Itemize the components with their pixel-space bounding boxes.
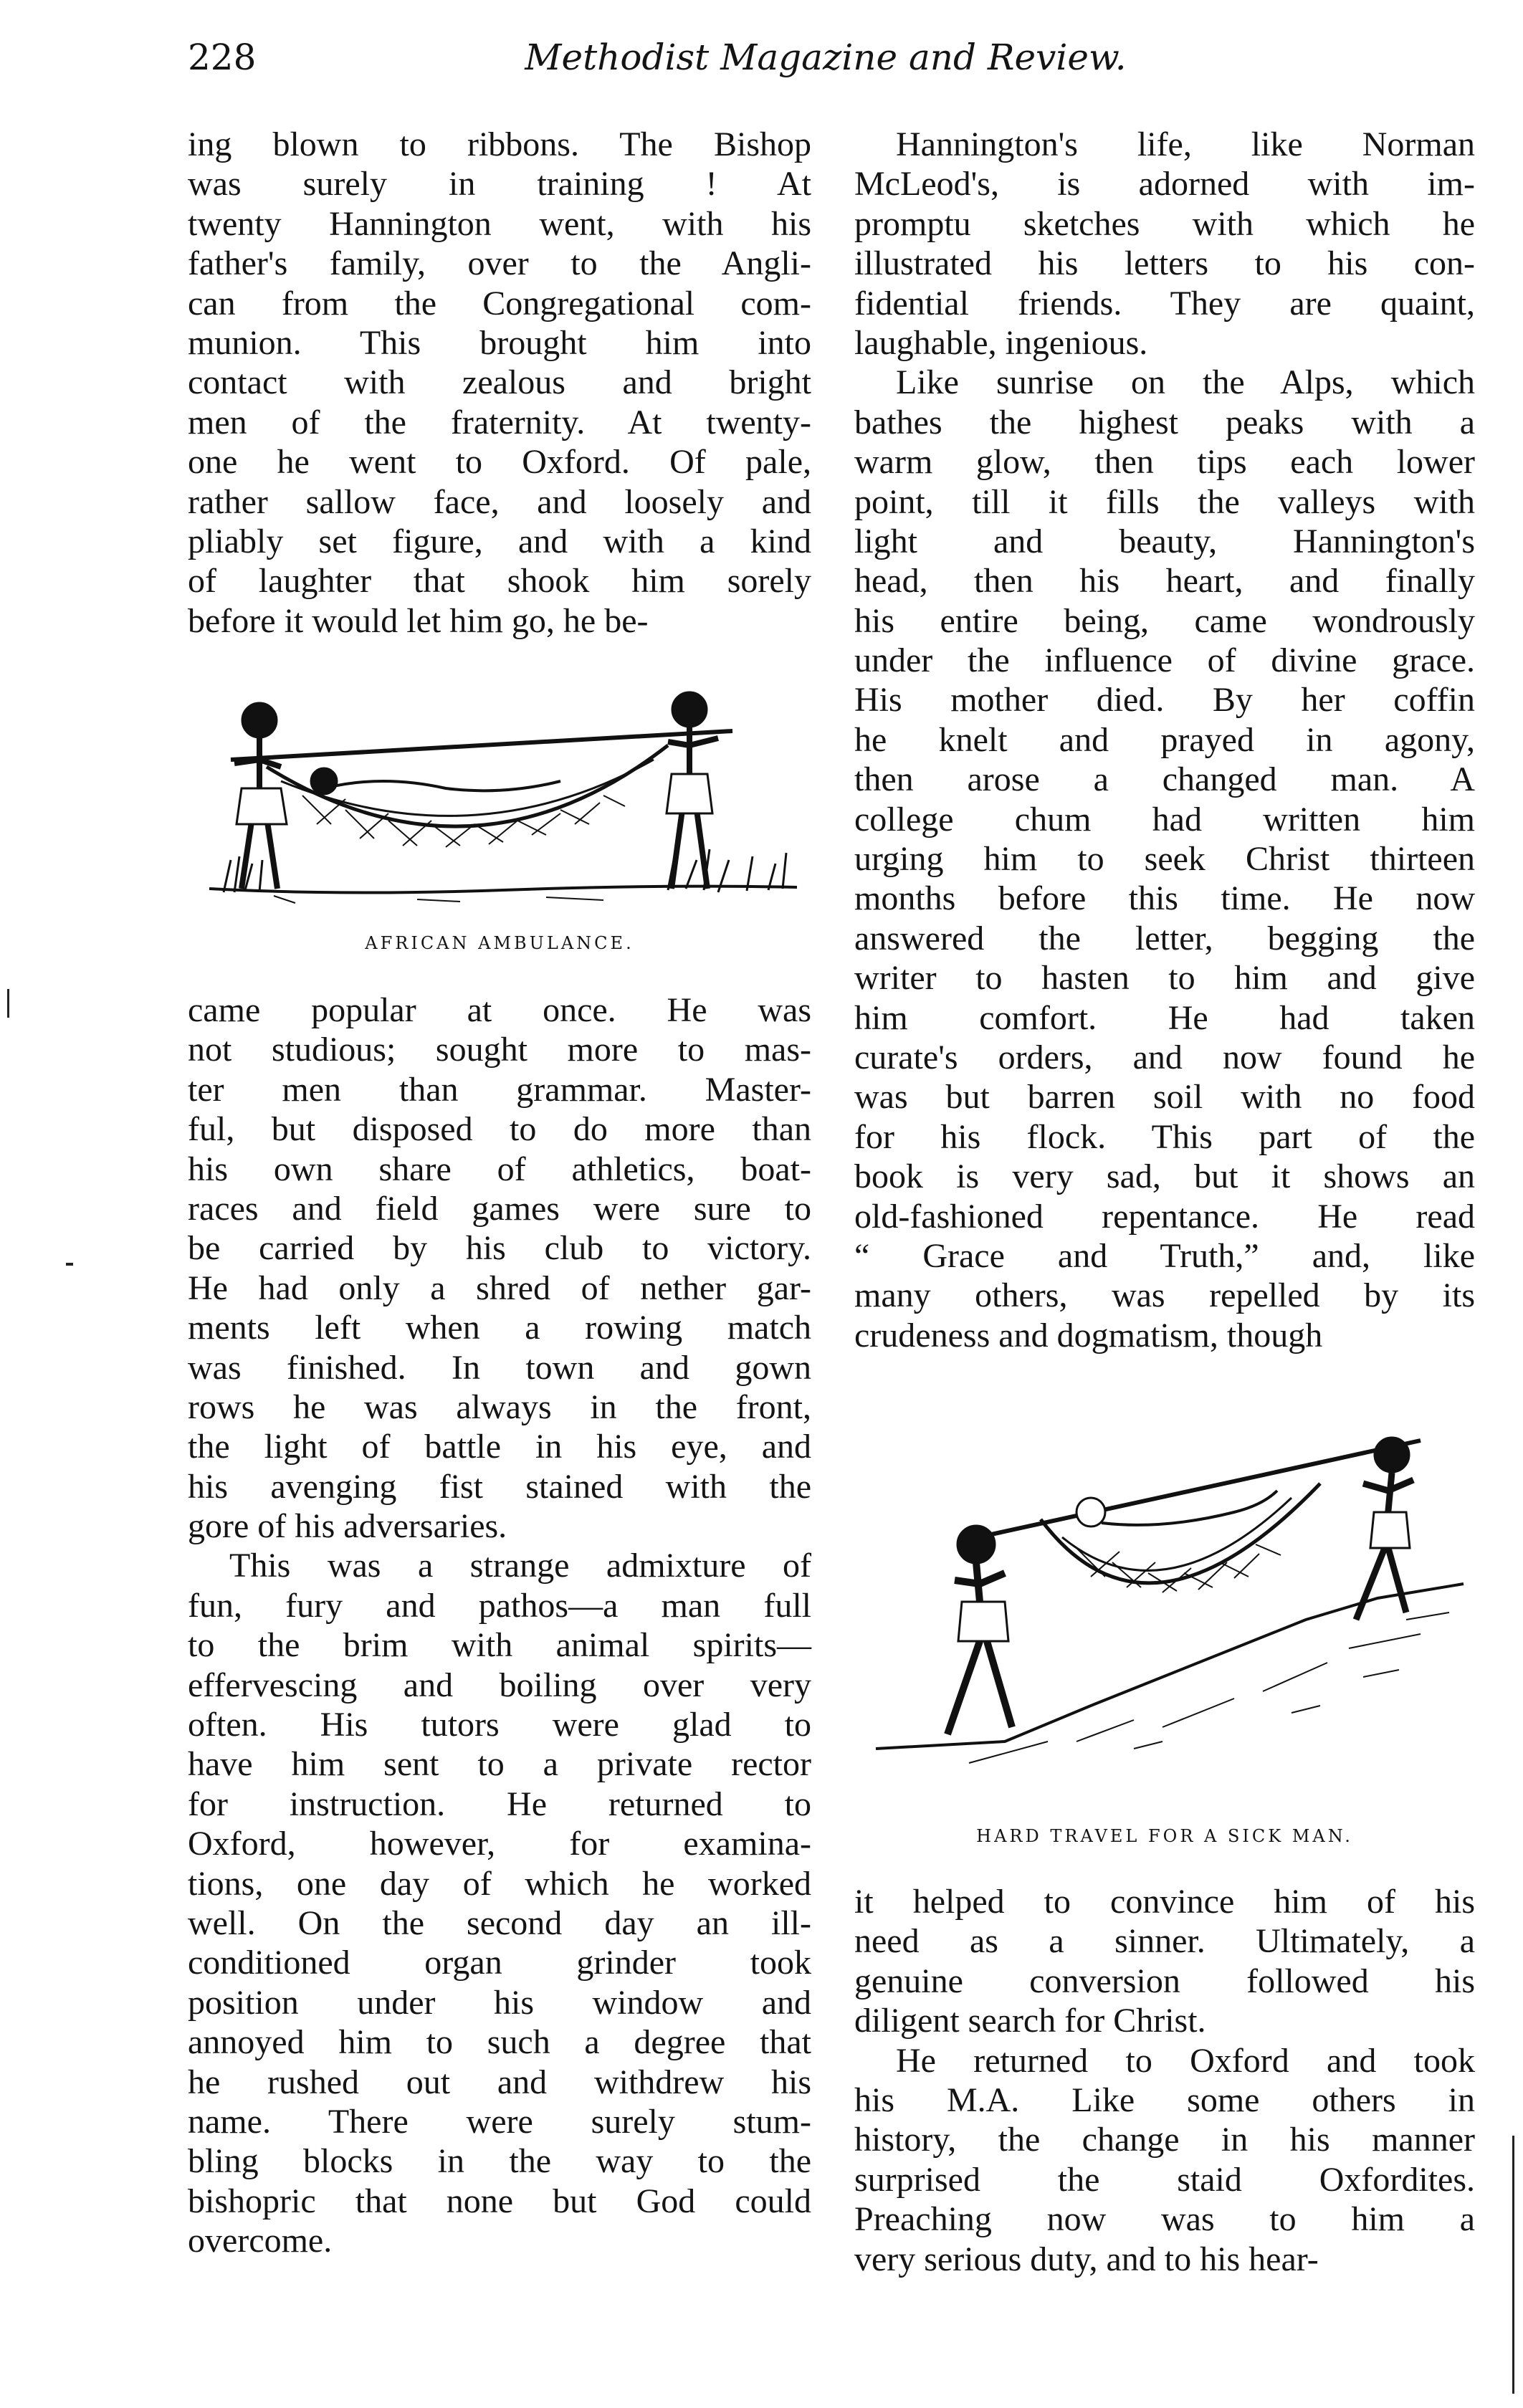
text-line: twenty Hannington went, with his <box>188 204 811 243</box>
left-margin-dot <box>66 1263 73 1266</box>
text-line: bling blocks in the way to the <box>188 2142 811 2181</box>
text-line: This was a strange admixture of <box>229 1547 811 1585</box>
text-line: illustrated his letters to his con- <box>854 244 1475 283</box>
text-line: need as a sinner. Ultimately, a <box>854 1922 1475 1961</box>
text-line: was but barren soil with no food <box>854 1078 1475 1117</box>
text-line: He returned to Oxford and took <box>896 2041 1475 2080</box>
text-line: munion. This brought him into <box>188 323 811 362</box>
text-line: his M.A. Like some others in <box>854 2080 1475 2119</box>
text-line: Oxford, however, for examina- <box>188 1825 811 1863</box>
text-line: crudeness and dogmatism, though <box>854 1316 1323 1354</box>
text-line: of laughter that shook him sorely <box>188 562 811 601</box>
text-line: head, then his heart, and finally <box>854 562 1475 601</box>
left-column-upper-text <box>188 125 811 641</box>
text-line: overcome. <box>188 2222 333 2260</box>
illustration-drawing <box>876 1438 1464 1763</box>
text-line: contact with zealous and bright <box>188 363 811 402</box>
second-illustration-caption: HARD TRAVEL FOR A SICK MAN. <box>976 1826 1353 1846</box>
text-line: fidential friends. They are quaint, <box>854 284 1475 322</box>
text-lines <box>854 125 1475 1355</box>
text-line: curate's orders, and now found he <box>854 1038 1475 1076</box>
text-line: well. On the second day an ill- <box>188 1903 811 1942</box>
text-line: pliably set figure, and with a kind <box>188 522 811 560</box>
text-line: Like sunrise on the Alps, which <box>896 363 1475 402</box>
text-line: light and beauty, Hannington's <box>854 522 1475 560</box>
text-line: have him sent to a private rector <box>188 1745 811 1784</box>
text-line: fun, fury and pathos—a man full <box>188 1586 811 1625</box>
text-line: name. There were surely stum- <box>188 2102 811 2141</box>
text-line: effervescing and boiling over very <box>188 1666 811 1704</box>
text-line: ments left when a rowing match <box>188 1309 811 1347</box>
text-line: position under his window and <box>188 1983 811 2022</box>
text-lines <box>188 990 811 2261</box>
text-line: be carried by his club to victory. <box>188 1229 811 1268</box>
text-line: urging him to seek Christ thirteen <box>854 840 1475 879</box>
illustration-drawing <box>209 692 797 903</box>
text-line: conditioned organ grinder took <box>188 1944 811 1982</box>
text-line: ful, but disposed to do more than <box>188 1110 811 1149</box>
text-line: history, the change in his manner <box>854 2121 1475 2159</box>
page-number: 228 <box>188 37 257 78</box>
text-line: was finished. In town and gown <box>188 1348 811 1387</box>
text-line: old-fashioned repentance. He read <box>854 1197 1475 1236</box>
text-line: bathes the highest peaks with a <box>854 403 1475 441</box>
text-line: answered the letter, begging the <box>854 919 1475 957</box>
text-line: gore of his adversaries. <box>188 1507 507 1546</box>
text-line: not studious; sought more to mas- <box>188 1031 811 1069</box>
text-line: Hannington's life, like Norman <box>896 125 1475 163</box>
text-line: rows he was always in the front, <box>188 1387 811 1426</box>
text-line: writer to hasten to him and give <box>854 959 1475 998</box>
text-line: His mother died. By her coffin <box>854 681 1475 720</box>
text-line: He had only a shred of nether gar- <box>188 1268 811 1307</box>
text-line: genuine conversion followed his <box>854 1962 1475 2000</box>
right-column-lower-text <box>854 1882 1475 2279</box>
text-line: before it would let him go, he be- <box>188 601 649 640</box>
running-title: Methodist Magazine and Review. <box>525 37 1127 78</box>
text-line: point, till it fills the valleys with <box>854 482 1475 521</box>
text-line: tions, one day of which he worked <box>188 1864 811 1903</box>
text-lines <box>854 1882 1475 2279</box>
text-line: many others, was repelled by its <box>854 1276 1475 1315</box>
text-line: he knelt and prayed in agony, <box>854 720 1475 759</box>
text-line: was surely in training ! At <box>188 165 811 204</box>
text-line: Preaching now was to him a <box>854 2200 1475 2239</box>
text-line: months before this time. He now <box>854 879 1475 918</box>
text-line: his own share of athletics, boat- <box>188 1150 811 1188</box>
text-line: he rushed out and withdrew his <box>188 2063 811 2101</box>
text-line: promptu sketches with which he <box>854 204 1475 243</box>
text-line: ing blown to ribbons. The Bishop <box>188 125 811 163</box>
text-line: came popular at once. He was <box>188 991 811 1029</box>
hard-travel-illustration <box>861 1405 1468 1777</box>
text-line: the light of battle in his eye, and <box>188 1428 811 1466</box>
text-line: to the brim with animal spirits— <box>188 1626 811 1665</box>
right-column-upper-text <box>854 125 1475 1355</box>
text-line: then arose a changed man. A <box>854 760 1475 799</box>
text-line: college chum had written him <box>854 800 1475 838</box>
text-line: laughable, ingenious. <box>854 323 1148 362</box>
text-line: one he went to Oxford. Of pale, <box>188 443 811 482</box>
text-line: his entire being, came wondrously <box>854 601 1475 640</box>
text-line: McLeod's, is adorned with im- <box>854 165 1475 204</box>
text-line: for his flock. This part of the <box>854 1117 1475 1156</box>
text-line: rather sallow face, and loosely and <box>188 482 811 521</box>
left-margin-mark <box>7 989 9 1018</box>
text-line: book is very sad, but it shows an <box>854 1157 1475 1196</box>
text-line: ter men than grammar. Master- <box>188 1070 811 1109</box>
text-line: for instruction. He returned to <box>188 1784 811 1823</box>
text-line: it helped to convince him of his <box>854 1883 1475 1921</box>
left-column-lower-text <box>188 990 811 2261</box>
text-line: his avenging fist stained with the <box>188 1467 811 1506</box>
text-line: races and field games were sure to <box>188 1189 811 1228</box>
text-line: under the influence of divine grace. <box>854 641 1475 680</box>
text-line: father's family, over to the Angli- <box>188 244 811 283</box>
page-header <box>188 29 1464 86</box>
text-line: him comfort. He had taken <box>854 998 1475 1037</box>
text-line: annoyed him to such a degree that <box>188 2023 811 2062</box>
text-line: warm glow, then tips each lower <box>854 443 1475 482</box>
text-line: diligent search for Christ. <box>854 2002 1206 2040</box>
text-lines <box>188 125 811 641</box>
right-margin-rule <box>1512 2136 1514 2394</box>
text-line: bishopric that none but God could <box>188 2182 811 2220</box>
african-ambulance-illustration <box>202 681 804 910</box>
text-line: very serious duty, and to his hear- <box>854 2240 1319 2278</box>
text-line: can from the Congregational com- <box>188 284 811 322</box>
text-line: surprised the staid Oxfordites. <box>854 2160 1475 2199</box>
first-illustration-caption: AFRICAN AMBULANCE. <box>365 933 634 953</box>
text-line: men of the fraternity. At twenty- <box>188 403 811 441</box>
text-line: “ Grace and Truth,” and, like <box>854 1236 1475 1275</box>
text-line: often. His tutors were glad to <box>188 1706 811 1744</box>
